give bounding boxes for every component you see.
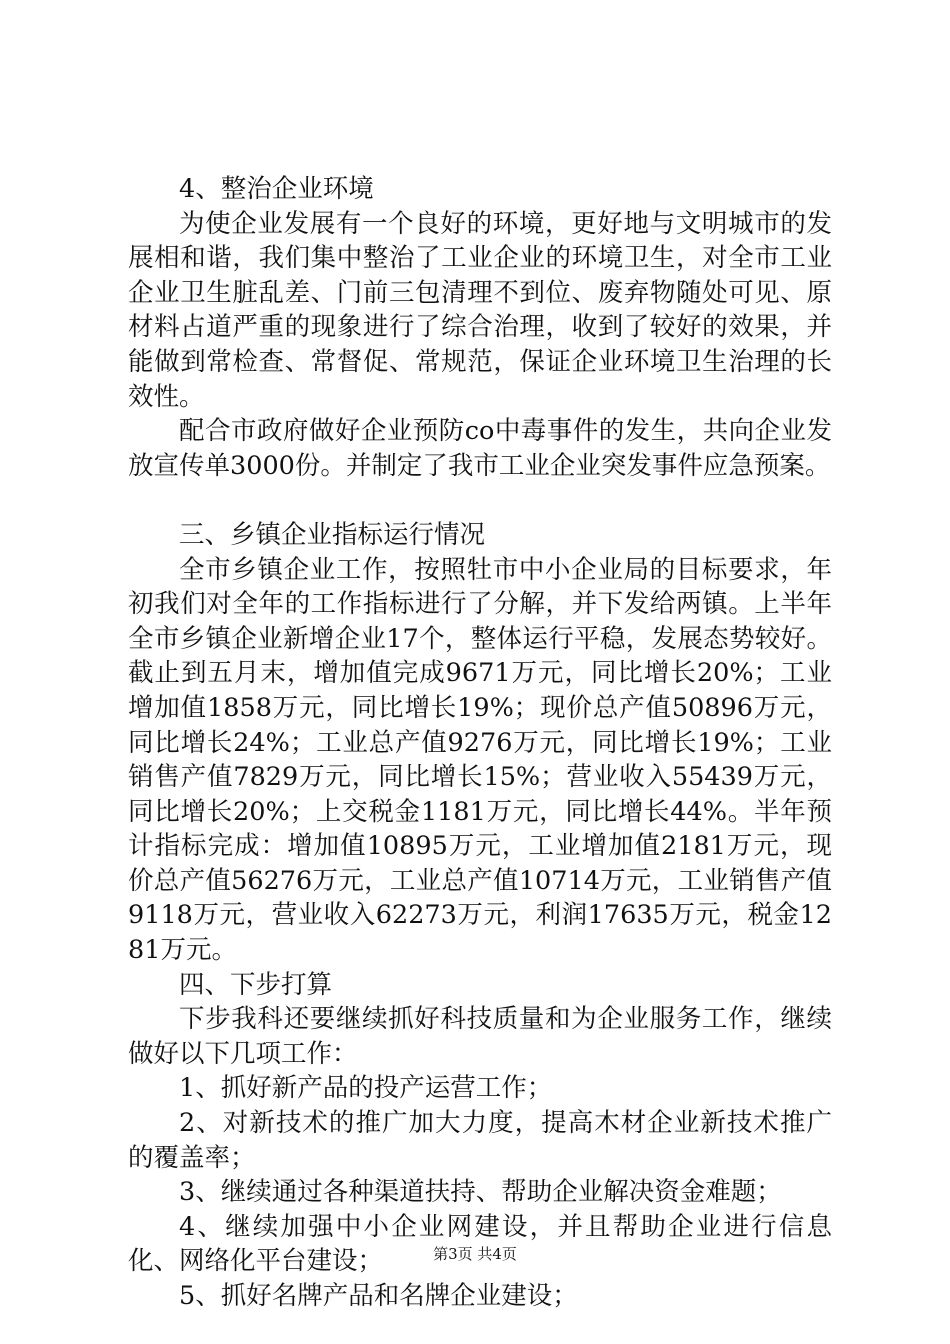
paragraph-next-steps-intro: 下步我科还要继续抓好科技质量和为企业服务工作，继续做好以下几项工作：: [128, 1004, 832, 1069]
section-heading-4: 4、整治企业环境: [179, 174, 374, 204]
plan-item-5: 5、抓好名牌产品和名牌企业建设；: [179, 1281, 578, 1311]
plan-item-3: 3、继续通过各种渠道扶持、帮助企业解决资金难题；: [179, 1177, 782, 1208]
paragraph-co-prevention: 配合市政府做好企业预防co中毒事件的发生，共向企业发放宣传单3000份。并制定了我市工业企业突发事件应急预案。: [128, 416, 832, 481]
page-footer: 第3页 共4页: [433, 1245, 517, 1263]
section-heading-3: 三、乡镇企业指标运行情况: [179, 519, 486, 550]
section-heading-next-steps: 四、下步打算: [179, 969, 333, 1000]
plan-item-1: 1、抓好新产品的投产运营工作；: [179, 1073, 553, 1104]
plan-item-2: 2、对新技术的推广加大力度，提高木材企业新技术推广的覆盖率；: [128, 1108, 832, 1173]
paragraph-indicators: 全市乡镇企业工作，按照牡市中小企业局的目标要求，年初我们对全年的工作指标进行了分解，并下发给两镇。上半年全市乡镇企业新增企业17个，整体运行平稳，发展态势较好。截止到五月末，增加值完成9671万元，同比增长20%；工业增加值1858万元，同比增长19%；现价总产值50896万元，同比增长24%；工业总产值9276万元，同比增长19%；工业销售产值7829万元，同比增长15%；营业收入55439万元，同比增长20%；上交税金1181万元，同比增长44%。半年预计指标完成：增加值10895万元，工业增加值2181万元，现价总产值56276万元，工业总产值10714万元，工业销售产值9118万元，营业收入62273万元，利润17635万元，税金1281万元。: [128, 554, 832, 966]
paragraph-environment: 为使企业发展有一个良好的环境，更好地与文明城市的发展相和谐，我们集中整治了工业企业的环境卫生，对全市工业企业卫生脏乱差、门前三包清理不到位、废弃物随处可见、原材料占道严重的现象进行了综合治理，收到了较好的效果，并能做到常检查、常督促、常规范，保证企业环境卫生治理的长效性。: [128, 208, 832, 412]
paragraph-gap: [128, 483, 832, 518]
plan-item-4: 4、继续加强中小企业网建设，并且帮助企业进行信息化、网络化平台建设；: [128, 1211, 832, 1277]
document-body: [128, 172, 832, 1314]
